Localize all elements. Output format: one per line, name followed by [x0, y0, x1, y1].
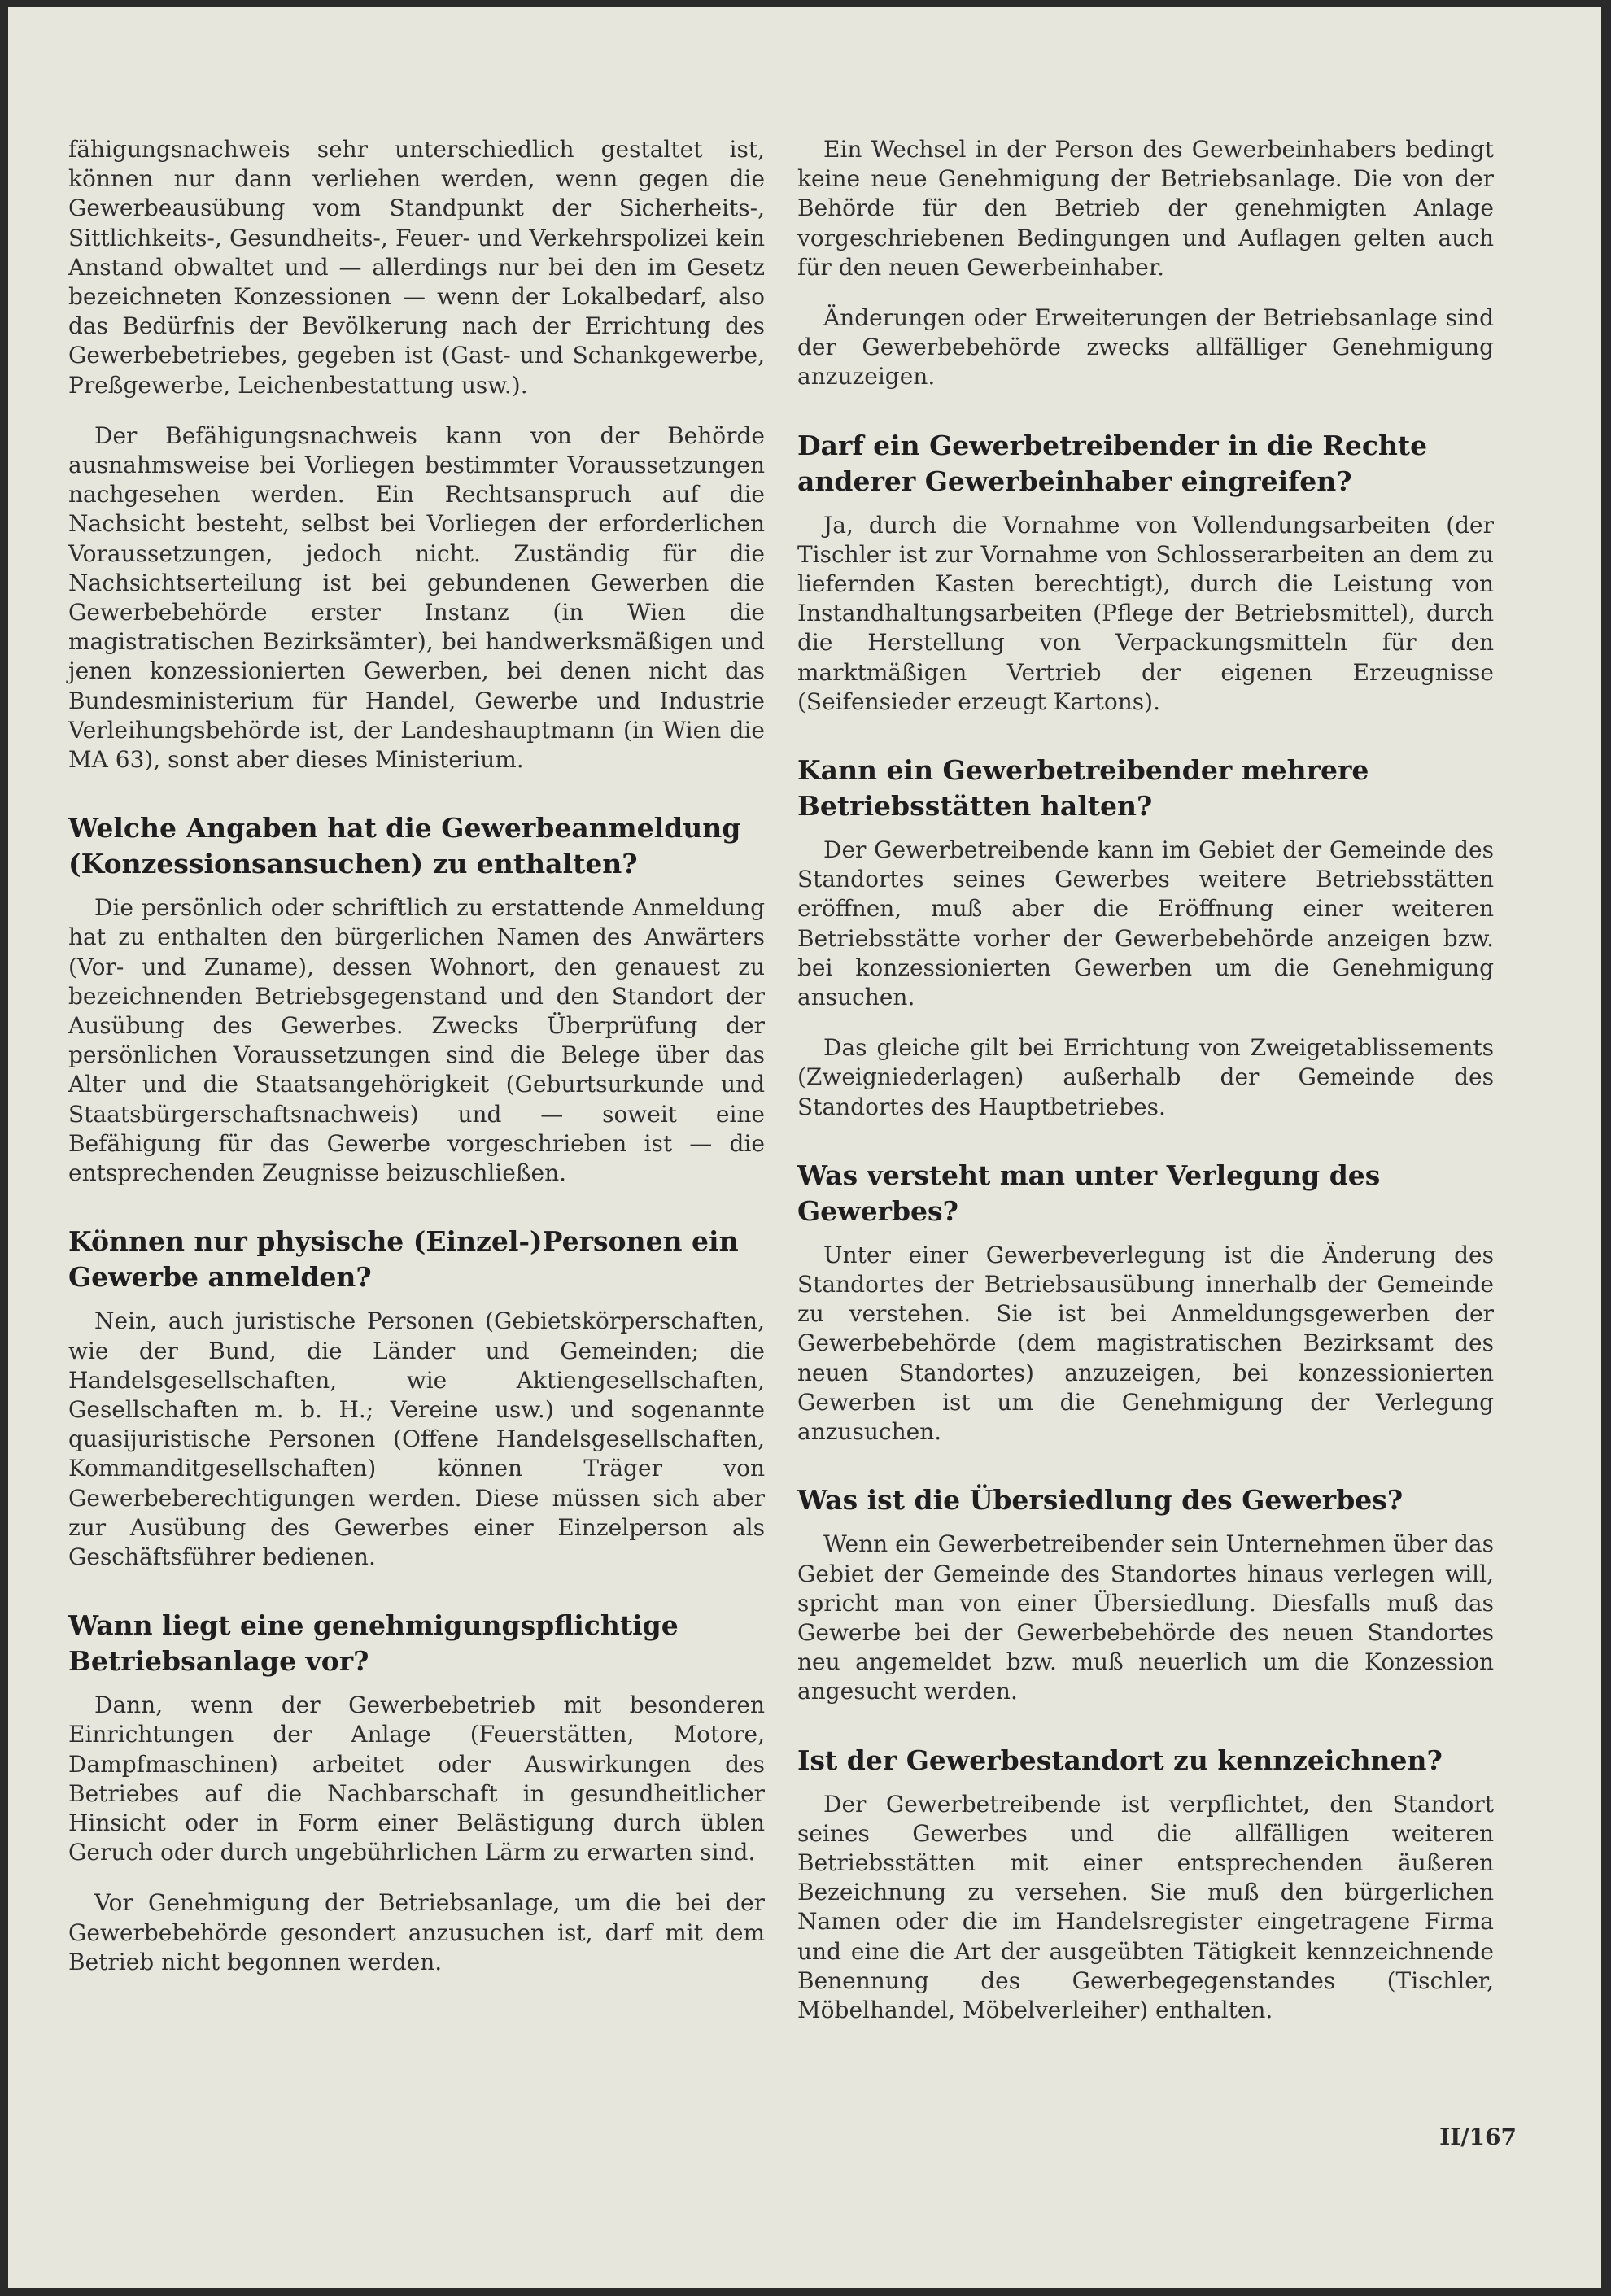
paragraph: Dann, wenn der Gewerbebetrieb mit besonderen Einrichtungen der Anlage (Feuerstätten, Motore, Dampfmaschinen) arbeitet oder Auswirkungen des Betriebes auf die Nachbarschaft in gesundheitlicher Hinsicht oder in Form einer Belästigung durch üblen Geruch oder durch ungebührlichen Lärm zu erwarten sind.	[68, 1691, 765, 1866]
page-number: II/167	[1439, 2124, 1517, 2150]
paragraph: Wenn ein Gewerbetreibender sein Unternehmen über das Gebiet der Gemeinde des Standortes hinaus verlegen will, spricht man von einer Übersiedlung. Diesfalls muß das Gewerbe bei der Gewerbebehörde des neuen Standortes neu angemeldet bzw. muß neuerlich um die Konzession angesucht werden.	[797, 1530, 1494, 1705]
paragraph: Änderungen oder Erweiterungen der Betriebsanlage sind der Gewerbebehörde zwecks allfälliger Genehmigung anzuzeigen.	[797, 304, 1494, 391]
paragraph: Vor Genehmigung der Betriebsanlage, um die bei der Gewerbebehörde gesondert anzusuchen ist, darf mit dem Betrieb nicht begonnen werden.	[68, 1889, 765, 1975]
section-heading: Welche Angaben hat die Gewerbeanmeldung (Konzessionsansuchen) zu enthalten?	[68, 812, 741, 880]
paragraph: Unter einer Gewerbeverlegung ist die Änderung des Standortes der Betriebsausübung innerhalb der Gemeinde zu verstehen. Sie ist bei Anmeldungsgewerben der Gewerbebehörde (dem magistratischen Bezirksamt des neuen Standortes) anzuzeigen, bei konzessionierten Gewerben ist um die Genehmigung der Verlegung anzusuchen.	[797, 1241, 1494, 1446]
section-heading: Was versteht man unter Verlegung des Gewerbes?	[797, 1159, 1381, 1227]
paragraph: fähigungsnachweis sehr unterschiedlich gestaltet ist, können nur dann verliehen werden, wenn gegen die Gewerbeausübung vom Standpunkt der Sicherheits-, Sittlichkeits-, Gesundheits-, Feuer- und Verkehrspolizei kein Anstand obwaltet und — allerdings nur bei den im Gesetz bezeichneten Konzessionen — wenn der Lokalbedarf, also das Bedürfnis der Bevölkerung nach der Errichtung des Gewerbebetriebes, gegeben ist (Gast- und Schankgewerbe, Preßgewerbe, Leichenbestattung usw.).	[68, 136, 765, 399]
paragraph: Das gleiche gilt bei Errichtung von Zweigetablissements (Zweigniederlagen) außerhalb der Gemeinde des Standortes des Hauptbetriebes.	[797, 1034, 1494, 1120]
section-heading: Ist der Gewerbestandort zu kennzeichnen?	[797, 1744, 1443, 1776]
section-heading: Können nur physische (Einzel-)Personen ein Gewerbe anmelden?	[68, 1225, 739, 1294]
section-heading: Darf ein Gewerbetreibender in die Rechte anderer Gewerbeinhaber eingreifen?	[797, 429, 1428, 497]
section-heading: Kann ein Gewerbetreibender mehrere Betriebsstätten halten?	[797, 754, 1369, 823]
section-heading: Wann liegt eine genehmigungspflichtige Betriebsanlage vor?	[68, 1609, 679, 1678]
left-column	[68, 135, 765, 1998]
paragraph: Der Gewerbetreibende kann im Gebiet der Gemeinde des Standortes seines Gewerbes weitere Betriebsstätten eröffnen, muß aber die Eröffnung einer weiteren Betriebsstätte vorher der Gewerbebehörde anzeigen bzw. bei konzessionierten Gewerben um die Genehmigung ansuchen.	[797, 836, 1494, 1011]
right-column	[797, 135, 1494, 2046]
paragraph: Ein Wechsel in der Person des Gewerbeinhabers bedingt keine neue Genehmigung der Betriebsanlage. Die von der Behörde für den Betrieb der genehmigten Anlage vorgeschriebenen Bedingungen und Auflagen gelten auch für den neuen Gewerbeinhaber.	[797, 136, 1494, 281]
paragraph: Die persönlich oder schriftlich zu erstattende Anmeldung hat zu enthalten den bürgerlichen Namen des Anwärters (Vor- und Zuname), dessen Wohnort, den genauest zu bezeichnenden Betriebsgegenstand und den Standort der Ausübung des Gewerbes. Zwecks Überprüfung der persönlichen Voraussetzungen sind die Belege über das Alter und die Staatsangehörigkeit (Geburtsurkunde und Staatsbürgerschaftsnachweis) und — soweit eine Befähigung für das Gewerbe vorgeschrieben ist — die entsprechenden Zeugnisse beizuschließen.	[68, 894, 765, 1187]
paragraph: Der Gewerbetreibende ist verpflichtet, den Standort seines Gewerbes und die allfälligen weiteren Betriebsstätten mit einer entsprechenden äußeren Bezeichnung zu versehen. Sie muß den bürgerlichen Namen oder die im Handelsregister eingetragene Firma und eine die Art der ausgeübten Tätigkeit kennzeichnende Benennung des Gewerbegegenstandes (Tischler, Möbelhandel, Möbelverleiher) enthalten.	[797, 1790, 1494, 2023]
document-page	[8, 7, 1601, 2288]
paragraph: Nein, auch juristische Personen (Gebietskörperschaften, wie der Bund, die Länder und Gemeinden; die Handelsgesellschaften, wie Aktiengesellschaften, Gesellschaften m. b. H.; Vereine usw.) und sogenannte quasijuristische Personen (Offene Handelsgesellschaften, Kommanditgesellschaften) können Träger von Gewerbeberechtigungen werden. Diese müssen sich aber zur Ausübung des Gewerbes einer Einzelperson als Geschäftsführer bedienen.	[68, 1307, 765, 1570]
paragraph: Ja, durch die Vornahme von Vollendungsarbeiten (der Tischler ist zur Vornahme von Schlosserarbeiten an dem zu liefernden Kasten berechtigt), durch die Leistung von Instandhaltungsarbeiten (Pflege der Betriebsmittel), durch die Herstellung von Verpackungsmitteln für den marktmäßigen Vertrieb der eigenen Erzeugnisse (Seifensieder erzeugt Kartons).	[797, 511, 1494, 715]
paragraph: Der Befähigungsnachweis kann von der Behörde ausnahmsweise bei Vorliegen bestimmter Voraussetzungen nachgesehen werden. Ein Rechtsanspruch auf die Nachsicht besteht, selbst bei Vorliegen der erforderlichen Voraussetzungen, jedoch nicht. Zuständig für die Nachsichtserteilung ist bei gebundenen Gewerben die Gewerbebehörde erster Instanz (in Wien die magistratischen Bezirksämter), bei handwerksmäßigen und jenen konzessionierten Gewerben, bei denen nicht das Bundesministerium für Handel, Gewerbe und Industrie Verleihungsbehörde ist, der Landeshauptmann (in Wien die MA 63), sonst aber dieses Ministerium.	[68, 421, 765, 774]
section-heading: Was ist die Übersiedlung des Gewerbes?	[797, 1484, 1404, 1517]
